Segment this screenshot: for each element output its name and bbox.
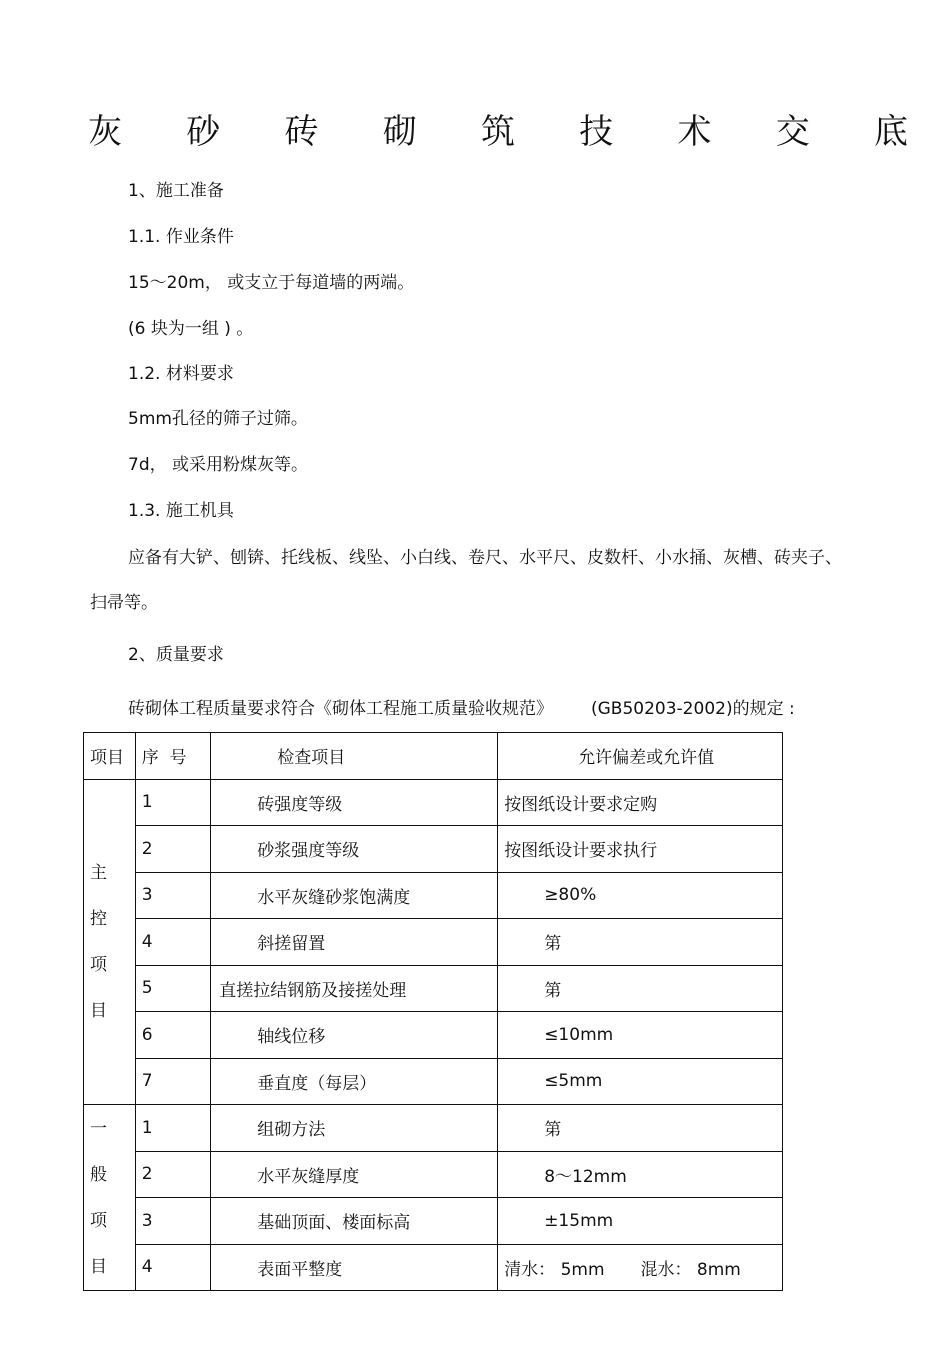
table-row [84, 965, 783, 1012]
row-number: 7 [135, 1058, 211, 1105]
row-value: 按图纸设计要求执行 [498, 826, 783, 873]
title-char: 灰 [88, 112, 122, 152]
row-item: 水平灰缝砂浆饱满度 [211, 872, 498, 919]
row-item: 轴线位移 [211, 1012, 498, 1059]
row-number: 6 [135, 1012, 211, 1059]
subsection-1-1-line-2: (6 块为一组 ) 。 [128, 319, 254, 339]
section-2-intro-text: 砖砌体工程质量要求符合《砌体工程施工质量验收规范》 [128, 699, 553, 719]
table-row [84, 919, 783, 966]
subsection-1-2-line-2: 7d， 或采用粉煤灰等。 [128, 455, 309, 475]
table-row [84, 1012, 783, 1059]
table-row [84, 1058, 783, 1105]
quality-requirements-table [83, 732, 783, 1291]
general-group-label: 一 般 项 目 [84, 1105, 136, 1291]
subsection-1-3-line-2: 扫帚等。 [90, 593, 158, 613]
title-char: 砖 [284, 112, 319, 152]
clear-water-tolerance: 清水： 5mm [504, 1259, 605, 1280]
table-row [84, 872, 783, 919]
row-item: 基础顶面、楼面标高 [211, 1198, 498, 1245]
row-value: ±15mm [498, 1198, 783, 1245]
row-number: 1 [135, 779, 211, 826]
row-value: 第 [498, 965, 783, 1012]
title-char: 砌 [382, 112, 417, 152]
title-char: 术 [677, 112, 712, 152]
row-number: 5 [135, 965, 211, 1012]
table-row [84, 779, 783, 826]
subsection-1-1-heading: 1.1. 作业条件 [128, 227, 234, 247]
header-project: 项目 [84, 733, 136, 780]
row-item: 表面平整度 [211, 1244, 498, 1291]
row-number: 4 [135, 1244, 211, 1291]
row-item: 砖强度等级 [211, 779, 498, 826]
row-number: 3 [135, 1198, 211, 1245]
subsection-1-2-line-1: 5mm孔径的筛子过筛。 [128, 409, 308, 429]
main-control-group-label: 主 控 项 目 [84, 779, 136, 1105]
section-2-intro [128, 697, 795, 721]
table-row [84, 1105, 783, 1152]
row-item: 斜搓留置 [211, 919, 498, 966]
table-row [84, 1244, 783, 1291]
row-value: 8～12mm [498, 1151, 783, 1198]
table-row [84, 1151, 783, 1198]
row-item: 垂直度（每层） [211, 1058, 498, 1105]
header-serial: 序 号 [135, 733, 211, 780]
document-title [88, 108, 908, 156]
row-value: ≤10mm [498, 1012, 783, 1059]
row-item: 砂浆强度等级 [211, 826, 498, 873]
section-1-heading: 1、施工准备 [128, 181, 224, 201]
row-item: 直搓拉结钢筋及接搓处理 [211, 965, 498, 1012]
section-2-intro-standard: (GB50203-2002)的规定 : [591, 699, 795, 719]
title-char: 技 [579, 112, 614, 152]
title-char: 砂 [186, 112, 221, 152]
row-value: 第 [498, 919, 783, 966]
title-char: 交 [775, 112, 810, 152]
subsection-1-1-line-1: 15～20m， 或支立于每道墙的两端。 [128, 273, 415, 293]
title-char: 底 [874, 112, 908, 152]
section-2-heading: 2、质量要求 [128, 645, 224, 665]
row-value [498, 1244, 783, 1291]
table-header-row [84, 733, 783, 780]
row-number: 3 [135, 872, 211, 919]
table-row [84, 826, 783, 873]
subsection-1-2-heading: 1.2. 材料要求 [128, 364, 234, 384]
row-number: 4 [135, 919, 211, 966]
row-item: 组砌方法 [211, 1105, 498, 1152]
row-item: 水平灰缝厚度 [211, 1151, 498, 1198]
table-row [84, 1198, 783, 1245]
subsection-1-3-heading: 1.3. 施工机具 [128, 501, 234, 521]
row-number: 1 [135, 1105, 211, 1152]
row-value: ≥80% [498, 872, 783, 919]
row-number: 2 [135, 826, 211, 873]
row-value: 第 [498, 1105, 783, 1152]
subsection-1-3-line-1: 应备有大铲、刨锛、托线板、线坠、小白线、卷尺、水平尺、皮数杆、小水捅、灰槽、砖夹子、 [128, 548, 842, 568]
row-value: 按图纸设计要求定购 [498, 779, 783, 826]
row-number: 2 [135, 1151, 211, 1198]
header-inspection-item: 检查项目 [211, 733, 498, 780]
title-char: 筑 [481, 112, 515, 152]
mixed-water-tolerance: 混水： 8mm [640, 1259, 741, 1280]
row-value: ≤5mm [498, 1058, 783, 1105]
header-allowance: 允许偏差或允许值 [498, 733, 783, 780]
